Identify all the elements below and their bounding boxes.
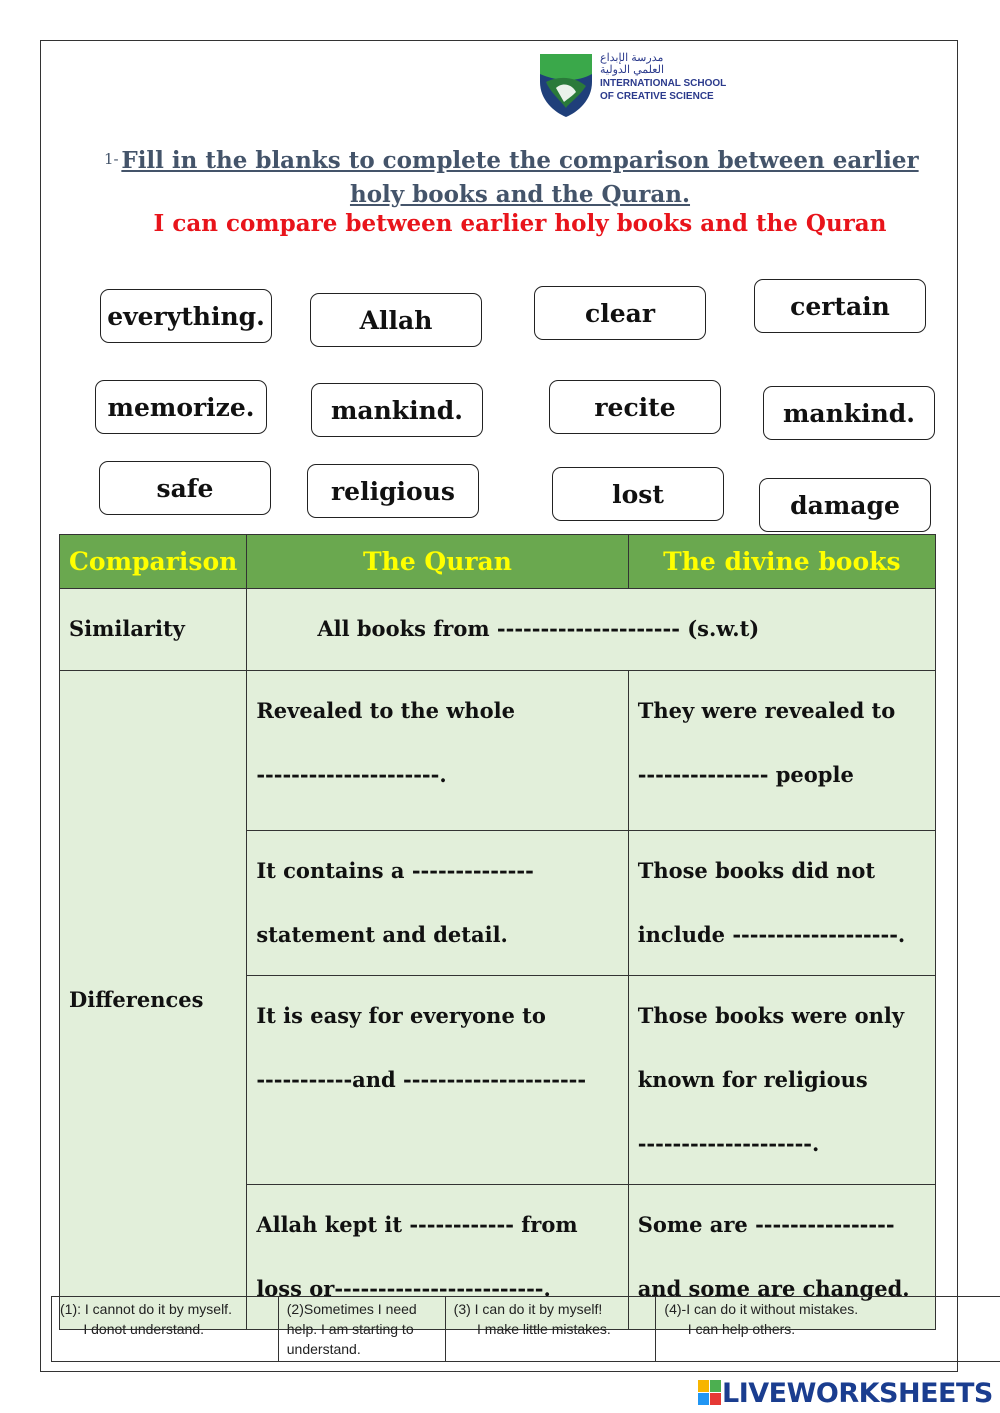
question-number: 1- [104, 150, 119, 168]
divine-difference-4[interactable]: Some are ---------------- and some are changed. [628, 1185, 935, 1330]
question-instruction: Fill in the blanks to complete the comparison between earlier holy books and the Quran. [121, 147, 919, 208]
word-bank-item[interactable]: mankind. [763, 386, 935, 440]
divine-difference-1[interactable]: They were revealed to --------------- people [628, 671, 935, 831]
rubric-level-3: (3) I can do it by myself! I make little mistakes. [445, 1297, 656, 1362]
word-bank-item[interactable]: religious [307, 464, 479, 518]
similarity-label: Similarity [60, 589, 247, 671]
quran-difference-1[interactable]: Revealed to the whole ---------------------. [247, 671, 628, 831]
differences-label: Differences [60, 671, 247, 1330]
similarity-fill-blank[interactable]: All books from --------------------- (s.w.t) [247, 589, 936, 671]
logo-arabic-line-2: العلمي الدولية [600, 64, 665, 76]
rubric-level-2: (2)Sometimes I need help. I am starting to understand. [278, 1297, 445, 1362]
logo-arabic-line-1: مدرسة الإبداع [600, 52, 664, 64]
word-bank-item[interactable]: safe [99, 461, 271, 515]
liveworksheets-icon [698, 1380, 722, 1406]
word-bank-item[interactable]: certain [754, 279, 926, 333]
rubric-level-4: (4)-I can do it without mistakes. I can help others. [656, 1297, 1000, 1362]
word-bank-item[interactable]: clear [534, 286, 706, 340]
word-bank-item[interactable]: recite [549, 380, 721, 434]
word-bank-item[interactable]: everything. [100, 289, 272, 343]
learning-objective: I can compare between earlier holy books and the Quran [153, 210, 887, 237]
comparison-table [59, 534, 936, 1330]
word-bank-item[interactable]: Allah [310, 293, 482, 347]
quran-difference-2[interactable]: It contains a -------------- statement and detail. [247, 831, 628, 976]
self-assessment-rubric [51, 1296, 1000, 1362]
quran-difference-4[interactable]: Allah kept it ------------ from loss or------------------------. [247, 1185, 628, 1330]
word-bank-item[interactable]: mankind. [311, 383, 483, 437]
divine-difference-2[interactable]: Those books did not include -------------------. [628, 831, 935, 976]
logo-english-line-2: OF CREATIVE SCIENCE [600, 91, 714, 102]
word-bank-item[interactable]: memorize. [95, 380, 267, 434]
logo-english-line-1: INTERNATIONAL SCHOOL [600, 78, 727, 89]
rubric-level-1: (1): I cannot do it by myself. I donot understand. [52, 1297, 279, 1362]
liveworksheets-logo [698, 1378, 993, 1408]
header-comparison: Comparison [60, 535, 247, 589]
brand-name: LIVEWORKSHEETS [722, 1377, 993, 1409]
word-bank-item[interactable]: damage [759, 478, 931, 532]
school-crest-icon [538, 52, 594, 118]
word-bank-item[interactable]: lost [552, 467, 724, 521]
quran-difference-3[interactable]: It is easy for everyone to -----------and --------------------- [247, 976, 628, 1185]
header-quran: The Quran [247, 535, 628, 589]
school-logo [538, 52, 728, 120]
header-divine-books: The divine books [628, 535, 935, 589]
divine-difference-3[interactable]: Those books were only known for religious --------------------. [628, 976, 935, 1185]
